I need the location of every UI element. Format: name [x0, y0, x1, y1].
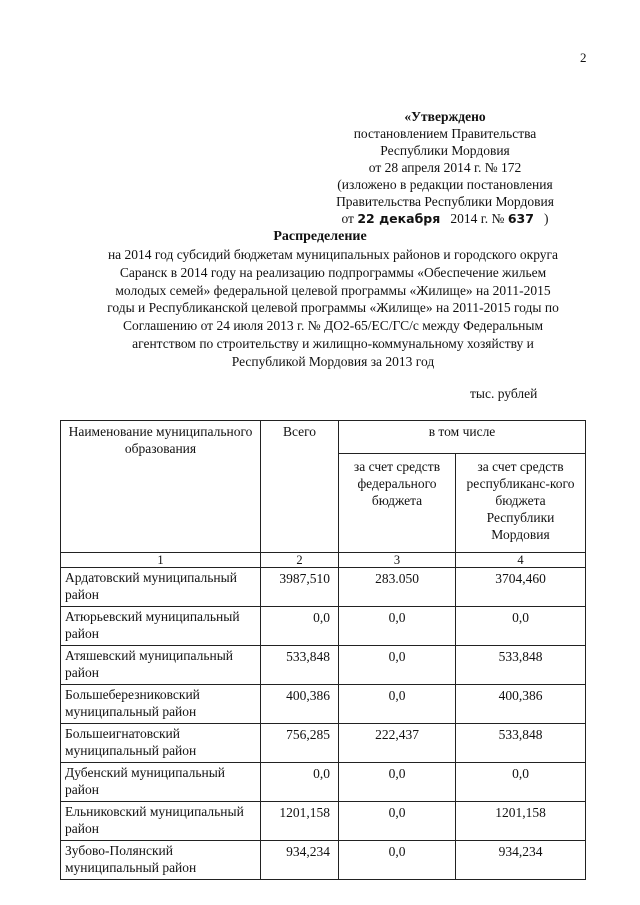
subtitle-line: агентством по строительству и жилищно-коммунальному хозяйству и [132, 335, 534, 351]
cell-republic: 0,0 [456, 763, 586, 802]
cell-republic: 400,386 [456, 685, 586, 724]
cell-federal: 222,437 [339, 724, 456, 763]
table-row [61, 763, 586, 802]
approval-line: Правительства Республики Мордовия [336, 194, 554, 209]
cell-name: Большеберезниковский муниципальный район [61, 685, 261, 724]
cell-total: 756,285 [261, 724, 339, 763]
cell-total: 533,848 [261, 646, 339, 685]
cell-federal: 0,0 [339, 685, 456, 724]
approval-line: постановлением Правительства [353, 126, 537, 141]
cell-republic: 0,0 [456, 607, 586, 646]
cell-republic: 1201,158 [456, 802, 586, 841]
cell-name: Атюрьевский муниципальный район [61, 607, 261, 646]
cell-total: 1201,158 [261, 802, 339, 841]
table-row [61, 724, 586, 763]
header-federal: за счет средств федерального бюджета [339, 454, 456, 553]
revision-year: 2014 г. № [450, 211, 505, 226]
cell-total: 934,234 [261, 841, 339, 880]
header-total: Всего [261, 421, 339, 553]
header-name: Наименование муниципального образования [61, 421, 261, 553]
cell-federal: 0,0 [339, 646, 456, 685]
document-subtitle [75, 246, 591, 371]
cell-name: Атяшевский муниципальный район [61, 646, 261, 685]
header-including: в том числе [339, 421, 586, 454]
cell-name: Большеигнатовский муниципальный район [61, 724, 261, 763]
cell-federal: 0,0 [339, 763, 456, 802]
cell-federal: 0,0 [339, 841, 456, 880]
table-row [61, 568, 586, 607]
table-row [61, 841, 586, 880]
cell-name: Дубенский муниципальный район [61, 763, 261, 802]
column-number: 2 [261, 553, 339, 568]
subtitle-line: Соглашению от 24 июля 2013 г. № ДО2-65/ЕС/ГС/с между Федеральным [122, 318, 544, 334]
cell-total: 400,386 [261, 685, 339, 724]
cell-republic: 533,848 [456, 646, 586, 685]
column-number-row [61, 553, 586, 568]
units-label: тыс. рублей [470, 386, 538, 401]
cell-republic: 533,848 [456, 724, 586, 763]
subtitle-line: Республикой Мордовия за 2013 год [231, 353, 435, 369]
approval-line: Республики Мордовия [380, 143, 510, 158]
revision-suffix: ) [544, 211, 549, 226]
approval-revision-line [300, 210, 590, 227]
revision-date: 22 декабря [357, 211, 441, 226]
approval-title: «Утверждено [404, 109, 486, 124]
subtitle-line: молодых семей» федеральной целевой программы «Жилище» на 2011-2015 [115, 282, 551, 298]
distribution-table [60, 420, 586, 880]
cell-federal: 0,0 [339, 802, 456, 841]
table-row [61, 646, 586, 685]
subtitle-line: на 2014 год субсидий бюджетам муниципальных районов и городского округа [107, 247, 559, 262]
column-number: 3 [339, 553, 456, 568]
table-row [61, 685, 586, 724]
approval-line: (изложено в редакции постановления [337, 177, 553, 192]
revision-number: 637 [507, 211, 534, 226]
subtitle-line: годы и Республиканской целевой программы «Жилище» на 2011-2015 годы по [107, 300, 559, 316]
document-title: Распределение [273, 229, 367, 244]
header-republic: за счет средств республиканс-кого бюджета Республики Мордовия [456, 454, 586, 553]
cell-name: Зубово-Полянский муниципальный район [61, 841, 261, 880]
page-number: 2 [580, 50, 587, 65]
cell-total: 3987,510 [261, 568, 339, 607]
column-number: 4 [456, 553, 586, 568]
cell-name: Ардатовский муниципальный район [61, 568, 261, 607]
subtitle-line: Саранск в 2014 году на реализацию подпрограммы «Обеспечение жильем [119, 264, 547, 280]
column-number: 1 [61, 553, 261, 568]
revision-prefix: от [341, 211, 354, 226]
cell-total: 0,0 [261, 763, 339, 802]
approval-stamp [300, 108, 590, 227]
cell-federal: 0,0 [339, 607, 456, 646]
cell-republic: 934,234 [456, 841, 586, 880]
table-row [61, 607, 586, 646]
cell-republic: 3704,460 [456, 568, 586, 607]
approval-line: от 28 апреля 2014 г. № 172 [368, 160, 522, 175]
cell-name: Ельниковский муниципальный район [61, 802, 261, 841]
cell-total: 0,0 [261, 607, 339, 646]
cell-federal: 283.050 [339, 568, 456, 607]
table-row [61, 802, 586, 841]
